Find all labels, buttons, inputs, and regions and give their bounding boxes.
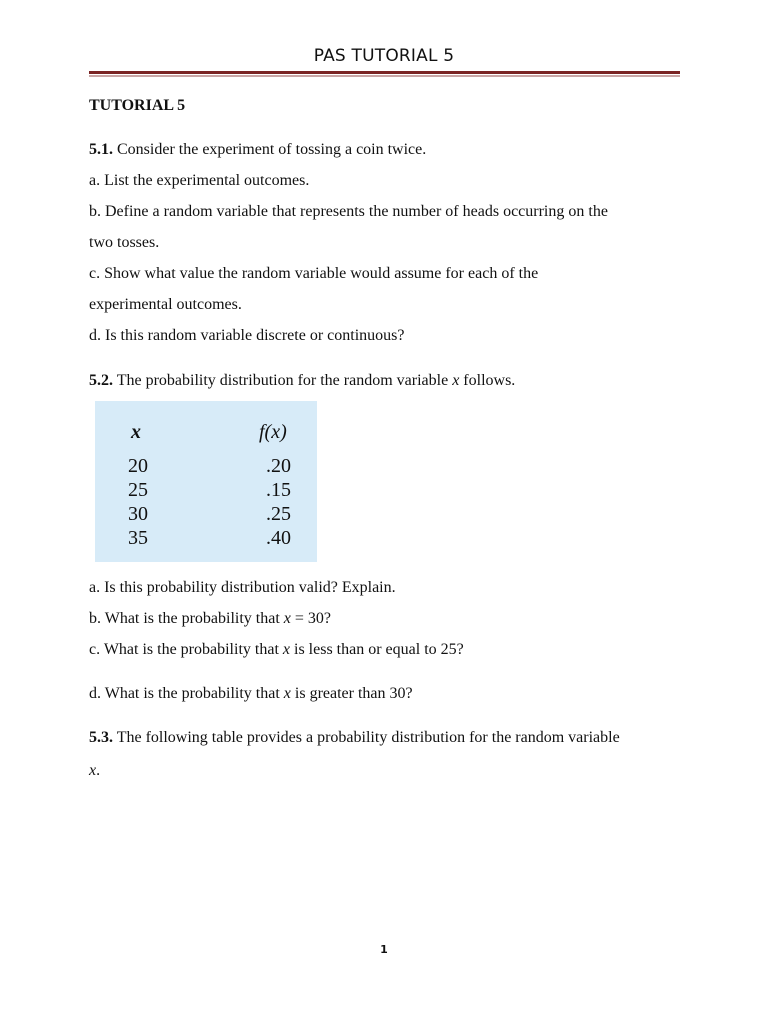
variable-x: x — [283, 610, 291, 627]
table-cell-fx: .15 — [266, 479, 291, 501]
table-cell-x: 20 — [128, 455, 148, 477]
part-text-end: is greater than 30? — [290, 685, 413, 702]
variable-x: x — [282, 641, 290, 658]
question-text-end: follows. — [459, 372, 516, 389]
table-header-x: x — [131, 421, 141, 443]
page-number: 1 — [380, 943, 388, 956]
header-rule — [89, 71, 680, 74]
question-5-1-part-b-line-1: b. Define a random variable that represents the number of heads occurring on the — [89, 203, 608, 220]
part-text-start: b. What is the probability that — [89, 610, 284, 627]
question-text: Consider the experiment of tossing a coin twice. — [113, 141, 427, 158]
question-5-1-part-b-line-2: two tosses. — [89, 234, 160, 251]
question-5-1-part-c-line-2: experimental outcomes. — [89, 296, 242, 313]
question-number: 5.2. — [89, 372, 113, 389]
question-5-2-part-b — [89, 609, 331, 629]
question-5-3 — [89, 728, 620, 748]
table-header-fx: f(x) — [259, 421, 287, 443]
table-cell-fx: .25 — [266, 503, 291, 525]
question-number: 5.1. — [89, 141, 113, 158]
question-5-1-part-a: a. List the experimental outcomes. — [89, 172, 310, 189]
table-cell-x: 35 — [128, 527, 148, 549]
question-5-1-part-c-line-1: c. Show what value the random variable would assume for each of the — [89, 265, 539, 282]
table-cell-fx: .40 — [266, 527, 291, 549]
question-text-start: The probability distribution for the random variable — [113, 372, 453, 389]
question-5-3-line-2 — [89, 761, 100, 781]
part-text-start: c. What is the probability that — [89, 641, 283, 658]
table-cell-x: 30 — [128, 503, 148, 525]
section-heading: TUTORIAL 5 — [89, 97, 186, 114]
question-5-1-part-d: d. Is this random variable discrete or continuous? — [89, 327, 405, 344]
variable-x: x — [89, 762, 97, 779]
question-5-2-part-c — [89, 640, 464, 660]
page-header-title: PAS TUTORIAL 5 — [313, 46, 455, 66]
variable-x: x — [452, 372, 460, 389]
part-text-end: is less than or equal to 25? — [290, 641, 464, 658]
table-cell-fx: .20 — [266, 455, 291, 477]
part-text-end: = 30? — [290, 610, 332, 627]
header-rule-shadow — [89, 75, 680, 77]
question-5-2 — [89, 371, 515, 391]
question-text: The following table provides a probability distribution for the random variable — [113, 729, 620, 746]
probability-distribution-table — [95, 401, 317, 562]
question-5-2-part-a: a. Is this probability distribution valid? Explain. — [89, 579, 396, 596]
variable-x: x — [283, 685, 291, 702]
question-5-2-part-d — [89, 684, 413, 704]
part-text-start: d. What is the probability that — [89, 685, 284, 702]
question-number: 5.3. — [89, 729, 113, 746]
question-5-1 — [89, 140, 426, 160]
sentence-end: . — [96, 762, 101, 779]
table-cell-x: 25 — [128, 479, 148, 501]
